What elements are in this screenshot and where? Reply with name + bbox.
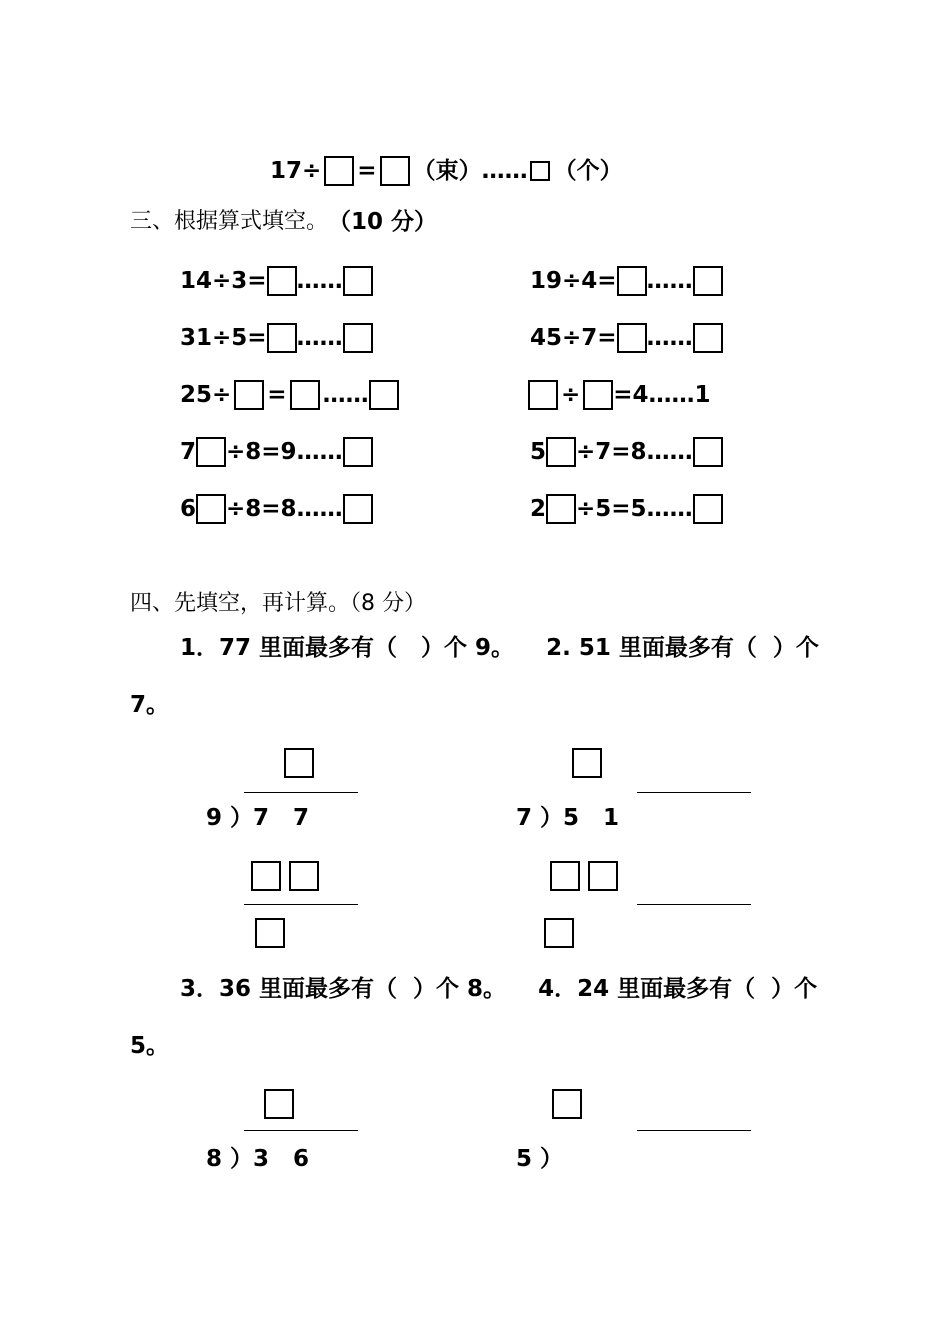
- division-bracket-line: [637, 792, 751, 793]
- equation-row: [180, 380, 399, 410]
- equation-text: ÷5=5……: [576, 496, 693, 522]
- answer-box[interactable]: [196, 437, 226, 467]
- top-eq-unit1: （束）: [412, 158, 482, 184]
- equation-row: [180, 494, 373, 524]
- top-eq-unit2: （个）: [553, 158, 623, 184]
- section3-score: （10 分）: [328, 209, 438, 235]
- product-box[interactable]: [588, 861, 618, 891]
- equation-row: [180, 266, 373, 296]
- top-equation: [270, 156, 623, 186]
- equation-text: ÷8=8……: [226, 496, 343, 522]
- equation-row: [530, 437, 723, 467]
- quotient-box[interactable]: [284, 748, 314, 778]
- section3-heading: [130, 207, 437, 237]
- quotient-box[interactable]: [264, 1089, 294, 1119]
- answer-box[interactable]: [546, 437, 576, 467]
- answer-box[interactable]: [617, 323, 647, 353]
- equation-row: [530, 266, 723, 296]
- section3-title: 三、根据算式填空。: [130, 209, 329, 234]
- quotient-box[interactable]: [552, 1089, 582, 1119]
- equation-text: 6: [180, 496, 197, 522]
- question-4-wrap: 5。: [130, 1033, 170, 1059]
- equation-row: [530, 494, 723, 524]
- remainder-box[interactable]: [544, 918, 574, 948]
- answer-box[interactable]: [693, 437, 723, 467]
- division-expression: 7 ）5 1: [516, 805, 620, 831]
- answer-box[interactable]: [196, 494, 226, 524]
- equation-dots: ……: [646, 268, 693, 294]
- question-3-4: 3．36 里面最多有（ ）个 8。 4．24 里面最多有（ ）个: [180, 976, 818, 1002]
- equation-text: 2: [530, 496, 547, 522]
- answer-box[interactable]: [583, 380, 613, 410]
- equation-dots: ……: [322, 382, 369, 408]
- answer-box[interactable]: [693, 266, 723, 296]
- answer-box[interactable]: [234, 380, 264, 410]
- answer-box[interactable]: [324, 156, 354, 186]
- section4-title: 四、先填空，再计算。（8 分）: [130, 591, 426, 616]
- subtraction-line: [637, 904, 751, 905]
- equation-dots: ……: [296, 268, 343, 294]
- product-box[interactable]: [289, 861, 319, 891]
- equation-text: ÷7=8……: [576, 439, 693, 465]
- division-expression: 5 ）: [516, 1146, 564, 1172]
- answer-box-small[interactable]: [530, 161, 550, 181]
- answer-box[interactable]: [528, 380, 558, 410]
- product-box[interactable]: [550, 861, 580, 891]
- equation-text: 5: [530, 439, 547, 465]
- equation-text: ÷: [561, 382, 581, 408]
- equation-row: [530, 323, 723, 353]
- answer-box[interactable]: [693, 323, 723, 353]
- equation-text: 7: [180, 439, 197, 465]
- remainder-box[interactable]: [255, 918, 285, 948]
- answer-box[interactable]: [617, 266, 647, 296]
- answer-box[interactable]: [343, 494, 373, 524]
- equation-text: 25÷: [180, 382, 232, 408]
- answer-box[interactable]: [369, 380, 399, 410]
- equation-text: =4……1: [613, 382, 711, 408]
- answer-box[interactable]: [267, 323, 297, 353]
- answer-box[interactable]: [343, 323, 373, 353]
- top-eq-prefix: 17÷: [270, 158, 322, 184]
- question-1-2: 1．77 里面最多有（ ）个 9。 2. 51 里面最多有（ ）个: [180, 635, 819, 661]
- equation-text: 14÷3=: [180, 268, 267, 294]
- division-bracket-line: [244, 792, 358, 793]
- quotient-box[interactable]: [572, 748, 602, 778]
- equation-row: [180, 323, 373, 353]
- equation-dots: ……: [296, 325, 343, 351]
- answer-box[interactable]: [546, 494, 576, 524]
- answer-box[interactable]: [267, 266, 297, 296]
- top-eq-dots: ……: [481, 158, 528, 184]
- equation-dots: ……: [646, 325, 693, 351]
- equation-text: ÷8=9……: [226, 439, 343, 465]
- answer-box[interactable]: [693, 494, 723, 524]
- equation-text: 19÷4=: [530, 268, 617, 294]
- equation-row: [528, 380, 711, 410]
- subtraction-line: [244, 904, 358, 905]
- division-bracket-line: [244, 1130, 358, 1131]
- division-expression: 9 ）7 7: [206, 805, 310, 831]
- division-expression: 8 ）3 6: [206, 1146, 310, 1172]
- product-box[interactable]: [251, 861, 281, 891]
- division-bracket-line: [637, 1130, 751, 1131]
- equation-text: 31÷5=: [180, 325, 267, 351]
- answer-box[interactable]: [290, 380, 320, 410]
- answer-box[interactable]: [343, 266, 373, 296]
- top-eq-equals: =: [357, 158, 377, 184]
- answer-box[interactable]: [343, 437, 373, 467]
- answer-box[interactable]: [380, 156, 410, 186]
- equation-text: 45÷7=: [530, 325, 617, 351]
- equation-row: [180, 437, 373, 467]
- question-2-wrap: 7。: [130, 692, 170, 718]
- equation-text: =: [267, 382, 287, 408]
